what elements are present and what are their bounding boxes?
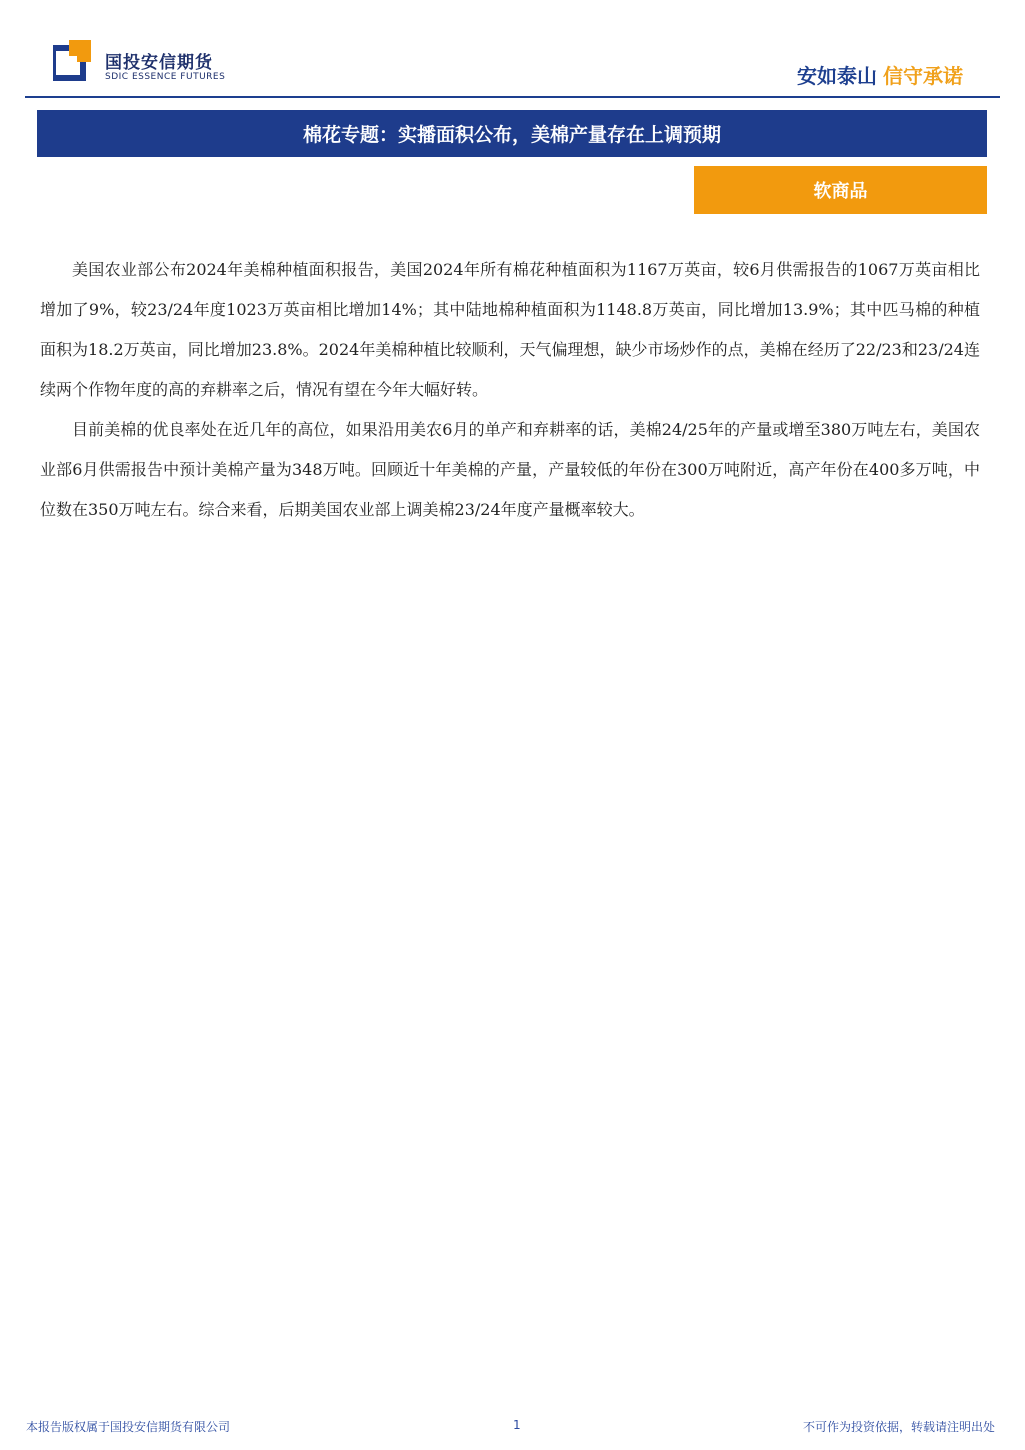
category-badge bbox=[694, 166, 987, 214]
page-number: 1 bbox=[513, 1418, 521, 1432]
paragraph: 美国农业部公布2024年美棉种植面积报告，美国2024年所有棉花种植面积为1167万英亩，较6月供需报告的1067万英亩相比增加了9%，较23/24年度1023万英亩相比增加14%；其中陆地棉种植面积为1148.8万英亩，同比增加13.9%；其中匹马棉的种植面积为18.2万英亩，同比增加23.8%。2024年美棉种植比较顺利，天气偏理想，缺少市场炒作的点，美棉在经历了22/23和23/24连续两个作物年度的高的弃耕率之后，情况有望在今年大幅好转。 bbox=[40, 260, 980, 399]
slogan-part2: 信守承诺 bbox=[883, 64, 963, 88]
footer-disclaimer: 不可作为投资依据，转载请注明出处 bbox=[802, 1420, 995, 1434]
company-logo bbox=[53, 40, 233, 90]
report-title-bar bbox=[37, 110, 987, 157]
category-label: 软商品 bbox=[813, 181, 868, 202]
report-body bbox=[40, 250, 980, 530]
header-divider bbox=[25, 96, 1000, 98]
logo-chinese-name: 国投安信期货 bbox=[105, 53, 213, 73]
logo-english-name: SDIC ESSENCE FUTURES bbox=[105, 72, 226, 82]
logo-mark-icon bbox=[53, 40, 99, 86]
report-title: 棉花专题：实播面积公布，美棉产量存在上调预期 bbox=[302, 124, 721, 146]
slogan bbox=[797, 60, 963, 89]
paragraph: 目前美棉的优良率处在近几年的高位，如果沿用美农6月的单产和弃耕率的话，美棉24/25年的产量或增至380万吨左右，美国农业部6月供需报告中预计美棉产量为348万吨。回顾近十年美棉的产量，产量较低的年份在300万吨附近，高产年份在400多万吨，中位数在350万吨左右。综合来看，后期美国农业部上调美棉23/24年度产量概率较大。 bbox=[40, 420, 980, 519]
slogan-part1: 安如泰山 bbox=[797, 64, 877, 88]
footer-copyright: 本报告版权属于国投安信期货有限公司 bbox=[26, 1420, 231, 1434]
page-header bbox=[0, 0, 1025, 100]
page-footer bbox=[0, 1410, 1025, 1440]
